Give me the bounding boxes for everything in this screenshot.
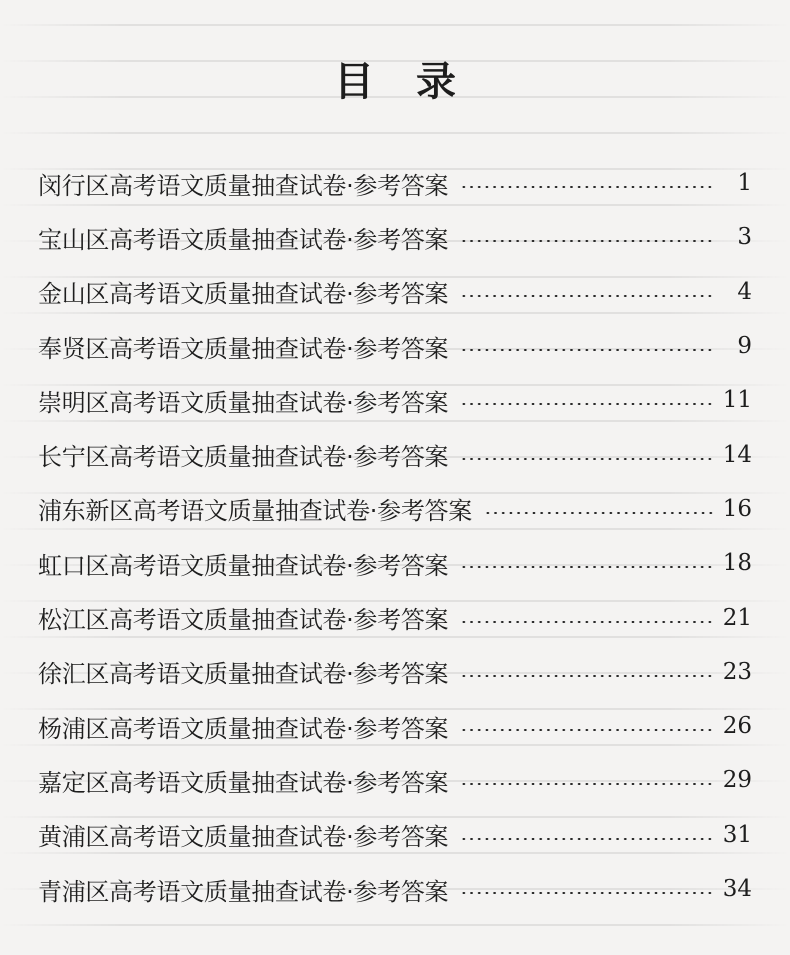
toc-leader-dots (460, 729, 712, 731)
toc-entry-page: 31 (722, 821, 752, 848)
toc-entry-page: 9 (737, 333, 752, 360)
toc-leader-dots (460, 458, 712, 460)
toc-leader-dots (484, 512, 713, 514)
toc-leader-dots (460, 892, 712, 894)
toc-entry-page: 1 (737, 170, 752, 197)
toc-entry[interactable] (38, 536, 752, 590)
title-char-2: 录 (416, 59, 456, 105)
toc-entry-label: 松江区高考语文质量抽查试卷·参考答案 (38, 606, 449, 635)
toc-entry[interactable] (38, 210, 752, 264)
toc-entry[interactable] (38, 427, 752, 481)
toc-entry-page: 14 (722, 441, 752, 468)
toc-entry-page: 34 (722, 876, 752, 902)
toc-entry-page: 29 (722, 767, 752, 794)
toc-leader-dots (460, 783, 712, 785)
toc-entry[interactable] (38, 645, 752, 699)
toc-leader-dots (460, 675, 712, 677)
toc-entry-page: 21 (722, 604, 752, 631)
title-char-1: 目 (334, 59, 374, 105)
toc-leader-dots (460, 403, 712, 405)
toc-entry[interactable] (38, 808, 752, 862)
toc-entry[interactable] (38, 862, 752, 916)
toc-leader-dots (460, 349, 716, 351)
toc-entry-label: 长宁区高考语文质量抽查试卷·参考答案 (38, 443, 449, 472)
toc-entry-page: 4 (737, 278, 752, 305)
toc-entry-label: 崇明区高考语文质量抽查试卷·参考答案 (38, 388, 449, 417)
toc-entry-page: 23 (722, 658, 752, 685)
page-title (0, 50, 790, 107)
toc-leader-dots (460, 566, 712, 568)
toc-entry-label: 杨浦区高考语文质量抽查试卷·参考答案 (38, 714, 449, 743)
toc-entry-page: 3 (737, 224, 752, 251)
toc-entry-page: 16 (722, 495, 752, 522)
toc-entry[interactable] (38, 373, 752, 427)
toc-leader-dots (460, 186, 716, 188)
toc-entry-label: 金山区高考语文质量抽查试卷·参考答案 (38, 280, 449, 309)
toc-entry[interactable] (38, 265, 752, 319)
table-of-contents (38, 156, 752, 916)
toc-entry-label: 青浦区高考语文质量抽查试卷·参考答案 (38, 877, 449, 906)
toc-entry[interactable] (38, 753, 752, 807)
toc-entry[interactable] (38, 590, 752, 644)
toc-leader-dots (460, 295, 716, 297)
toc-entry[interactable] (38, 319, 752, 373)
toc-entry[interactable] (38, 482, 752, 536)
toc-entry-page: 11 (722, 387, 752, 414)
toc-leader-dots (460, 621, 712, 623)
toc-entry-label: 闵行区高考语文质量抽查试卷·参考答案 (38, 171, 449, 200)
toc-entry-label: 浦东新区高考语文质量抽查试卷·参考答案 (38, 497, 472, 526)
toc-entry[interactable] (38, 156, 752, 210)
toc-leader-dots (460, 240, 716, 242)
toc-leader-dots (460, 838, 712, 840)
toc-entry-label: 宝山区高考语文质量抽查试卷·参考答案 (38, 225, 449, 254)
toc-entry-label: 黄浦区高考语文质量抽查试卷·参考答案 (38, 823, 449, 852)
toc-entry-page: 26 (722, 713, 752, 740)
toc-entry[interactable] (38, 699, 752, 753)
toc-entry-label: 嘉定区高考语文质量抽查试卷·参考答案 (38, 768, 449, 797)
toc-entry-label: 奉贤区高考语文质量抽查试卷·参考答案 (38, 334, 449, 363)
toc-entry-label: 虹口区高考语文质量抽查试卷·参考答案 (38, 551, 449, 580)
toc-entry-page: 18 (722, 550, 752, 577)
toc-entry-label: 徐汇区高考语文质量抽查试卷·参考答案 (38, 660, 449, 689)
